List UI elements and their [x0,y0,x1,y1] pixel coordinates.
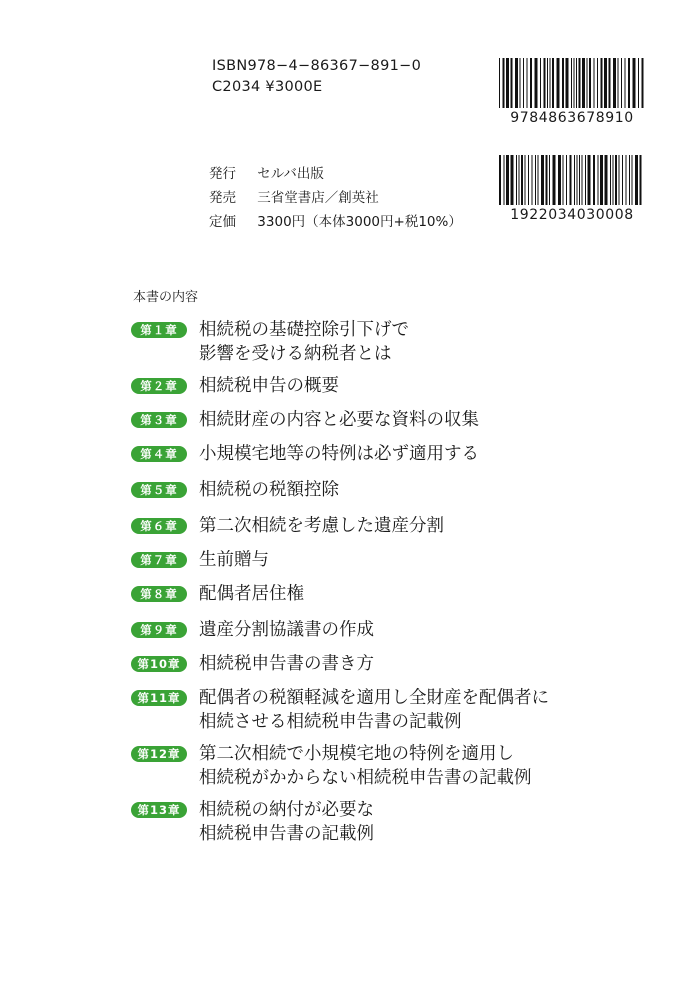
isbn-block [212,56,421,98]
chapter-title [199,798,374,846]
chapter-item [131,686,549,734]
chapter-title [199,582,304,606]
chapter-title-line: 小規模宅地等の特例は必ず適用する [199,444,479,464]
chapter-title-line: 第二次相続で小規模宅地の特例を適用し [199,744,514,764]
seller-label: 発売 [209,190,236,206]
chapter-title-line: 相続税の基礎控除引下げで [199,320,409,340]
chapter-item [131,374,339,398]
issuer-label: 発行 [209,166,236,182]
chapter-item [131,318,409,366]
chapter-title [199,318,409,366]
price-row [209,210,462,234]
chapter-title-line: 相続財産の内容と必要な資料の収集 [199,410,479,430]
chapter-title [199,652,374,676]
seller-row [209,186,462,210]
chapter-item [131,618,374,642]
price-label: 定価 [209,214,236,230]
isbn-barcode [497,58,647,126]
chapter-item [131,652,374,676]
chapter-title-line: 相続税の納付が必要な [199,800,374,820]
chapter-title [199,548,269,572]
chapter-badge: 第10章 [131,656,187,672]
chapter-title-line: 相続税申告の概要 [199,376,339,396]
chapter-title-line: 相続税申告書の書き方 [199,654,374,674]
chapter-badge: 第４章 [131,446,187,462]
seller-name: 三省堂書店／創英社 [257,190,379,206]
chapter-title [199,618,374,642]
chapter-title [199,374,339,398]
chapter-title [199,514,444,538]
chapter-title-line: 配偶者の税額軽減を適用し全財産を配偶者に [199,688,549,708]
chapter-badge: 第８章 [131,586,187,602]
chapter-title-line: 相続税がかからない相続税申告書の記載例 [199,768,532,788]
chapter-item [131,408,479,432]
chapter-badge: 第７章 [131,552,187,568]
isbn-number: ISBN978−4−86367−891−0 [212,58,422,74]
chapter-badge: 第１章 [131,322,187,338]
chapter-badge: 第13章 [131,802,187,818]
issuer-name: セルバ出版 [257,166,324,182]
barcode-bars-icon [497,58,647,108]
chapter-item [131,514,444,538]
chapter-badge: 第６章 [131,518,187,534]
chapter-badge: 第12章 [131,746,187,762]
chapter-title-line: 遺産分割協議書の作成 [199,620,374,640]
chapter-badge: 第２章 [131,378,187,394]
chapter-badge: 第９章 [131,622,187,638]
chapter-title-line: 相続させる相続税申告書の記載例 [199,712,462,732]
barcode-bars-icon [497,155,647,205]
chapter-badge: 第３章 [131,412,187,428]
publisher-info [209,162,462,234]
chapter-title [199,408,479,432]
chapter-badge: 第５章 [131,482,187,498]
chapter-title [199,442,479,466]
price-code: C2034 ¥3000E [212,79,323,95]
chapter-title-line: 相続税申告書の記載例 [199,824,374,844]
issuer-row [209,162,462,186]
chapter-title [199,478,339,502]
price-barcode [497,155,647,223]
chapter-title-line: 相続税の税額控除 [199,480,339,500]
chapter-item [131,442,479,466]
chapter-title-line: 生前贈与 [199,550,269,570]
chapter-item [131,548,269,572]
contents-heading: 本書の内容 [133,290,199,305]
chapter-title [199,686,549,734]
chapter-item [131,478,339,502]
barcode-number: 1922034030008 [510,207,634,223]
chapter-title-line: 配偶者居住権 [199,584,304,604]
chapter-item [131,582,304,606]
chapter-item [131,742,532,790]
price-value: 3300円（本体3000円+税10%） [257,214,462,230]
chapter-title-line: 影響を受ける納税者とは [199,344,392,364]
chapter-title [199,742,532,790]
chapter-title-line: 第二次相続を考慮した遺産分割 [199,516,444,536]
barcode-number: 9784863678910 [510,110,634,126]
chapter-item [131,798,374,846]
chapter-badge: 第11章 [131,690,187,706]
